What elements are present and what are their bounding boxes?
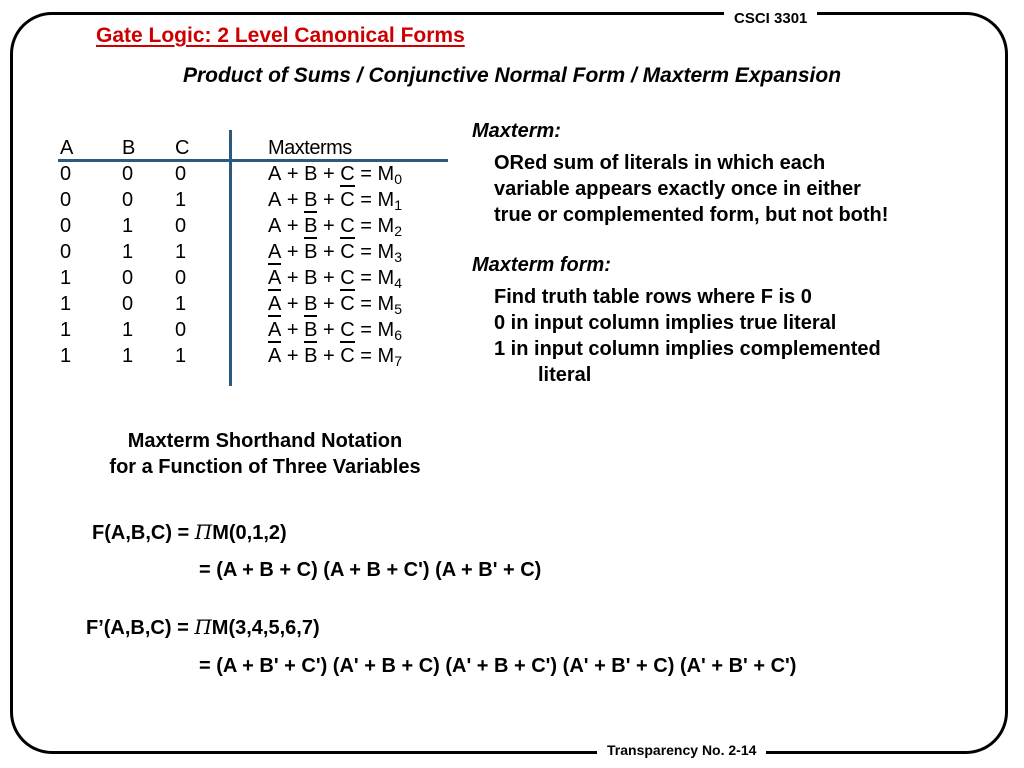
maxterm-symbol: M — [377, 345, 395, 367]
literal-c: C — [340, 319, 355, 341]
plus-operator: + — [317, 293, 341, 315]
maxterm-form-continuation: literal — [538, 364, 592, 386]
plus-operator: + — [317, 189, 341, 211]
cell-b: 0 — [122, 267, 134, 289]
maxterm-index: 6 — [394, 327, 402, 343]
cell-a: 0 — [60, 215, 72, 237]
literal-a: A — [268, 189, 282, 211]
f-rhs: M(0,1,2) — [212, 522, 287, 544]
cell-a: 0 — [60, 163, 72, 185]
cell-c: 1 — [175, 189, 187, 211]
cell-b: 1 — [122, 319, 134, 341]
maxterm-symbol: M — [377, 319, 395, 341]
cell-a: 0 — [60, 241, 72, 263]
f-expansion: = (A + B + C) (A + B + C') (A + B' + C) — [199, 559, 542, 581]
plus-operator: + — [281, 241, 305, 263]
maxterm-symbol: M — [377, 241, 395, 263]
slide-title: Gate Logic: 2 Level Canonical Forms — [96, 24, 465, 47]
f-equation — [92, 520, 287, 545]
literal-c: C — [340, 241, 355, 263]
cell-c: 0 — [175, 163, 187, 185]
literal-b: B — [304, 319, 318, 341]
maxterm-symbol: M — [377, 163, 395, 185]
literal-b: B — [304, 215, 318, 237]
literal-a: A — [268, 345, 282, 367]
maxterm-form-line: Find truth table rows where F is 0 — [494, 286, 812, 308]
fp-lhs: F’(A,B,C) = — [86, 617, 195, 639]
equals-operator: = — [354, 267, 378, 289]
cell-c: 1 — [175, 241, 187, 263]
maxterm-symbol: M — [377, 215, 395, 237]
equals-operator: = — [354, 241, 378, 263]
literal-a: A — [268, 267, 282, 289]
maxterm-expression — [268, 293, 402, 317]
truth-table-row — [60, 293, 460, 319]
equals-operator: = — [354, 345, 378, 367]
literal-b: B — [304, 163, 318, 185]
maxterm-expression — [268, 189, 402, 213]
truth-table — [60, 137, 460, 371]
maxterm-heading: Maxterm: — [472, 120, 561, 142]
literal-b: B — [304, 267, 318, 289]
maxterm-definition-line: ORed sum of literals in which each — [494, 152, 826, 174]
cell-c: 0 — [175, 319, 187, 341]
cell-a: 1 — [60, 293, 72, 315]
cell-c: 1 — [175, 293, 187, 315]
truth-table-row — [60, 241, 460, 267]
plus-operator: + — [281, 319, 305, 341]
header-maxterms: Maxterms — [268, 137, 352, 159]
cell-a: 1 — [60, 319, 72, 341]
truth-table-row — [60, 163, 460, 189]
header-c: C — [175, 137, 189, 159]
cell-b: 0 — [122, 163, 134, 185]
f-complement-equation — [86, 615, 320, 640]
equals-operator: = — [354, 163, 378, 185]
equals-operator: = — [354, 215, 378, 237]
truth-table-row — [60, 267, 460, 293]
plus-operator: + — [317, 241, 341, 263]
truth-table-header — [60, 137, 460, 163]
maxterm-form-heading: Maxterm form: — [472, 254, 611, 276]
plus-operator: + — [317, 319, 341, 341]
equals-operator: = — [354, 319, 378, 341]
maxterm-definition-line: variable appears exactly once in either — [494, 178, 861, 200]
literal-c: C — [340, 345, 355, 367]
plus-operator: + — [281, 189, 305, 211]
course-label: CSCI 3301 — [724, 10, 817, 27]
slide-subtitle: Product of Sums / Conjunctive Normal Form / Maxterm Expansion — [182, 64, 842, 87]
shorthand-heading — [40, 428, 490, 480]
plus-operator: + — [317, 345, 341, 367]
truth-table-row — [60, 189, 460, 215]
literal-b: B — [304, 345, 318, 367]
literal-b: B — [304, 241, 318, 263]
truth-table-body — [60, 163, 460, 371]
maxterm-symbol: M — [377, 293, 395, 315]
maxterm-index: 2 — [394, 223, 402, 239]
product-symbol: Π — [194, 520, 213, 544]
literal-a: A — [268, 163, 282, 185]
maxterm-index: 1 — [394, 197, 402, 213]
maxterm-index: 5 — [394, 301, 402, 317]
cell-c: 1 — [175, 345, 187, 367]
maxterm-expression — [268, 267, 402, 291]
literal-a: A — [268, 293, 282, 315]
literal-c: C — [340, 267, 355, 289]
truth-table-row — [60, 319, 460, 345]
truth-table-row — [60, 215, 460, 241]
literal-c: C — [340, 163, 355, 185]
plus-operator: + — [281, 267, 305, 289]
shorthand-line: Maxterm Shorthand Notation — [127, 430, 403, 452]
plus-operator: + — [281, 215, 305, 237]
plus-operator: + — [317, 267, 341, 289]
maxterm-form-line: 1 in input column implies complemented — [494, 338, 881, 360]
plus-operator: + — [281, 293, 305, 315]
cell-b: 1 — [122, 215, 134, 237]
header-b: B — [122, 137, 135, 159]
literal-a: A — [268, 319, 282, 341]
equals-operator: = — [354, 189, 378, 211]
shorthand-line: for a Function of Three Variables — [109, 456, 421, 478]
cell-b: 1 — [122, 345, 134, 367]
maxterm-form-steps — [494, 284, 881, 388]
maxterm-definition-line: true or complemented form, but not both! — [494, 204, 889, 226]
maxterm-expression — [268, 163, 402, 187]
cell-a: 0 — [60, 189, 72, 211]
maxterm-index: 7 — [394, 353, 402, 369]
plus-operator: + — [281, 345, 305, 367]
cell-b: 0 — [122, 189, 134, 211]
maxterm-expression — [268, 241, 402, 265]
equals-operator: = — [354, 293, 378, 315]
maxterm-index: 0 — [394, 171, 402, 187]
literal-b: B — [304, 189, 318, 211]
maxterm-expression — [268, 319, 402, 343]
literal-b: B — [304, 293, 318, 315]
fp-rhs: M(3,4,5,6,7) — [211, 617, 320, 639]
literal-c: C — [340, 189, 355, 211]
cell-b: 0 — [122, 293, 134, 315]
f-lhs: F(A,B,C) = — [92, 522, 195, 544]
plus-operator: + — [317, 215, 341, 237]
maxterm-symbol: M — [377, 189, 395, 211]
maxterm-symbol: M — [377, 267, 395, 289]
literal-c: C — [340, 215, 355, 237]
truth-table-row — [60, 345, 460, 371]
maxterm-form-line: 0 in input column implies true literal — [494, 312, 837, 334]
maxterm-definition — [494, 150, 1014, 228]
maxterm-index: 4 — [394, 275, 402, 291]
header-a: A — [60, 137, 73, 159]
product-symbol: Π — [194, 615, 212, 639]
literal-a: A — [268, 215, 282, 237]
cell-a: 1 — [60, 267, 72, 289]
plus-operator: + — [317, 163, 341, 185]
cell-b: 1 — [122, 241, 134, 263]
cell-c: 0 — [175, 267, 187, 289]
plus-operator: + — [281, 163, 305, 185]
cell-c: 0 — [175, 215, 187, 237]
f-complement-expansion: = (A + B' + C') (A' + B + C) (A' + B + C') (A' + B' + C) (A' + B' + C') — [199, 655, 797, 677]
literal-a: A — [268, 241, 282, 263]
maxterm-expression — [268, 345, 402, 369]
maxterm-index: 3 — [394, 249, 402, 265]
cell-a: 1 — [60, 345, 72, 367]
footer-label: Transparency No. 2-14 — [597, 742, 766, 758]
maxterm-expression — [268, 215, 402, 239]
literal-c: C — [340, 293, 355, 315]
